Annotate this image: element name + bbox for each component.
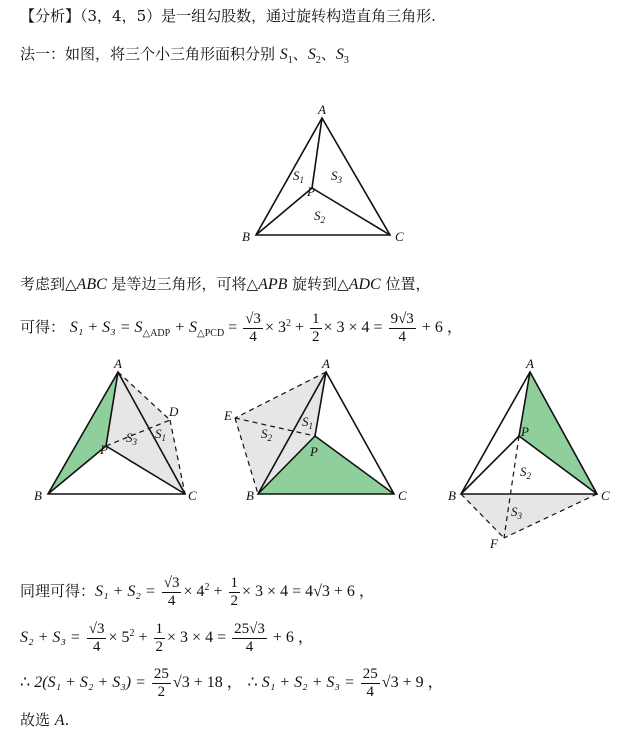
main-triangle-figure (240, 100, 410, 248)
fig3-label-p: P (521, 424, 529, 439)
eq4-tail: √3 + 9 ， (381, 674, 444, 691)
eq3-frac2: $\frac{1}{2}$ (155, 620, 164, 655)
eq4-mid: √3 + 18 ， (172, 674, 243, 691)
fig3-label-f: F (490, 536, 498, 551)
eq4-lhs: 2(S₁ + S₂ + S₃) = (30, 674, 150, 691)
eq2-lhs: S₁ + S₂ = (95, 583, 160, 600)
consider-mid2: 旋转到△ (287, 275, 349, 293)
figure-1 (34, 356, 197, 503)
fig1-label-a: A (114, 356, 122, 371)
analysis-line (20, 6, 436, 26)
label-b: B (242, 229, 250, 244)
consider-line (20, 274, 431, 295)
s2-symbol: S (307, 46, 316, 63)
s3-subscript: 3 (343, 55, 349, 66)
eq1-sub-pcd: △PCD (197, 328, 225, 339)
eq2-lead: 同理可得： (20, 582, 96, 600)
eq3-plus: + (134, 629, 152, 646)
s1-symbol: S (279, 46, 288, 63)
fig3-label-b: B (448, 488, 456, 503)
eq4-therefore2: ∴ (247, 674, 258, 691)
fig2-label-s2: $S_2$ (261, 426, 272, 443)
fig1-label-d: D (169, 404, 179, 419)
fig3-label-s2: $S_2$ (520, 464, 531, 481)
fig3-label-s3: $S_3$ (511, 504, 522, 521)
s1-subscript: 1 (287, 55, 293, 66)
eq4-lhs2: S₁ + S₂ + S₃ = (257, 674, 359, 691)
segment-cp (312, 188, 390, 235)
eq1-frac3: $\frac{9√3}{4}$ (390, 310, 414, 345)
eq2-t1-exp: 2 (204, 582, 210, 593)
eq1-lhs: S₁ + S₃ = S (69, 319, 143, 336)
eq1-lead: 可得： (20, 318, 66, 336)
fig1-label-c: C (188, 488, 197, 503)
eq4-frac1: $\frac{25}{2}$ (153, 665, 169, 700)
equation-1 (20, 304, 463, 344)
eq2-t1: × 4 (183, 583, 205, 600)
eq1-eq: = (224, 319, 242, 336)
eq1-plus: + S (170, 319, 198, 336)
eq3-t1: × 5 (108, 629, 130, 646)
equation-3 (20, 614, 314, 654)
label-s2: $S_2$ (314, 208, 325, 225)
label-s1: $S_1$ (293, 168, 304, 185)
analysis-tag: 【分析】 (20, 7, 81, 25)
answer-text: 故选 (20, 711, 55, 729)
answer-line (20, 710, 69, 731)
analysis-text: （3，4，5）是一组勾股数，通过旋转构造直角三角形. (80, 7, 436, 25)
fig3-gray-region (461, 494, 597, 538)
sep2: 、 (320, 45, 336, 63)
eq3-tail: + 6 ， (268, 629, 314, 646)
eq3-t1-exp: 2 (129, 628, 135, 639)
fig1-label-s3: $S_3$ (126, 430, 137, 447)
consider-post: 位置， (380, 275, 431, 293)
eq1-plus2: + (290, 319, 308, 336)
equation-2 (20, 568, 375, 608)
eq1-t1-exp: 2 (285, 318, 291, 329)
rotation-figures (30, 356, 620, 552)
eq3-frac1: $\frac{√3}{4}$ (88, 620, 105, 655)
fig2-label-s1: $S_1$ (302, 414, 313, 431)
eq3-frac3: $\frac{25√3}{4}$ (234, 620, 265, 655)
eq1-frac1: $\frac{√3}{4}$ (245, 310, 261, 345)
label-a: A (318, 102, 326, 117)
label-p: P (307, 184, 315, 199)
eq3-mid: × 3 × 4 = (167, 629, 231, 646)
label-s3: $S_3$ (331, 168, 342, 185)
fig2-label-p: P (310, 444, 318, 459)
figure-2 (223, 356, 407, 503)
fig1-label-b: B (34, 488, 42, 503)
eq2-frac1: $\frac{√3}{4}$ (163, 574, 180, 609)
s2-subscript: 2 (315, 55, 321, 66)
fig2-label-a: A (322, 356, 330, 371)
fig3-label-c: C (601, 488, 610, 503)
eq2-tail: × 3 × 4 = 4√3 + 6 ， (242, 583, 375, 600)
eq3-lhs: S₂ + S₃ = (20, 629, 85, 646)
consider-apb: APB (258, 276, 288, 293)
s3-symbol: S (335, 46, 344, 63)
eq1-tail: + 6 ， (417, 319, 463, 336)
segment-bp (256, 188, 312, 235)
eq1-frac2: $\frac{1}{2}$ (312, 310, 320, 345)
fig2-label-b: B (246, 488, 254, 503)
answer-end: . (64, 711, 70, 729)
consider-abc: ABC (76, 276, 107, 293)
label-c: C (395, 229, 404, 244)
eq2-plus: + (209, 583, 227, 600)
consider-pre: 考虑到△ (20, 275, 77, 293)
sep1: 、 (292, 45, 308, 63)
fig2-label-c: C (398, 488, 407, 503)
eq1-t2: × 3 × 4 = (323, 319, 387, 336)
consider-mid: 是等边三角形，可将△ (106, 275, 259, 293)
fig1-label-p: P (100, 442, 108, 457)
equation-4 (20, 662, 444, 702)
fig1-label-s1: $S_1$ (155, 426, 166, 443)
figure-3 (448, 356, 610, 551)
method1-line (20, 44, 349, 71)
eq4-frac2: $\frac{25}{4}$ (362, 665, 378, 700)
method1-text: 法一：如图，将三个小三角形面积分别 (20, 45, 276, 63)
segment-ap (312, 118, 322, 188)
eq1-sub-adp: △ADP (142, 328, 171, 339)
answer-choice: A (54, 712, 65, 729)
consider-adc: ADC (348, 276, 381, 293)
eq2-frac2: $\frac{1}{2}$ (230, 574, 239, 609)
eq4-therefore: ∴ (20, 674, 31, 691)
eq1-t1: × 3 (264, 319, 286, 336)
fig3-label-a: A (526, 356, 534, 371)
fig2-label-e: E (224, 408, 232, 423)
